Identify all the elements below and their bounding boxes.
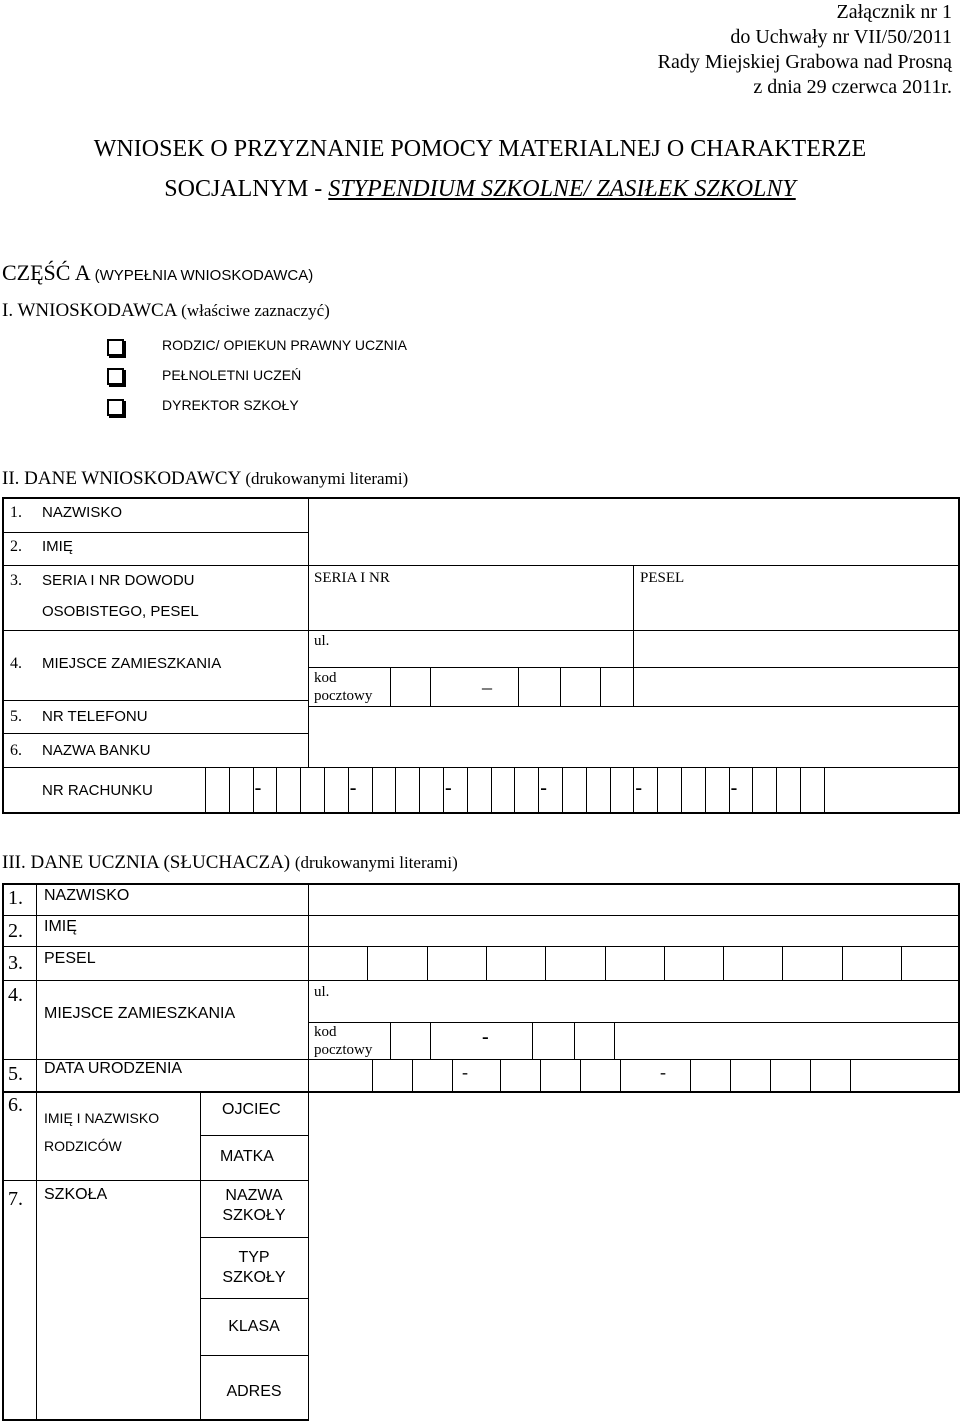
birth-date-digit-cell[interactable] xyxy=(730,1059,731,1093)
pesel-label: PESEL xyxy=(640,570,685,586)
section-1-title: I. WNIOSKODAWCA xyxy=(2,300,177,321)
account-group-dash: - xyxy=(349,777,357,799)
option-parent-label: RODZIC/ OPIEKUN PRAWNY UCZNIA xyxy=(162,337,408,353)
pesel-digit-cell[interactable] xyxy=(605,946,606,980)
section-1-heading xyxy=(2,300,330,322)
pesel-digit-cell[interactable] xyxy=(901,946,902,980)
form-title-italic: STYPENDIUM SZKOLNE/ ZASIŁEK SZKOLNY xyxy=(328,176,796,202)
account-digit-cell[interactable] xyxy=(324,767,325,814)
applicant-name-label: IMIĘ xyxy=(42,538,73,555)
account-digit-cell[interactable] xyxy=(800,767,801,814)
account-digit-cell[interactable] xyxy=(681,767,682,814)
section-2-note: (drukowanymi literami) xyxy=(245,469,409,488)
account-digit-cell[interactable] xyxy=(586,767,587,814)
account-digit-cell[interactable] xyxy=(276,767,277,814)
account-digit-cell[interactable] xyxy=(372,767,373,814)
student-postal-dash: - xyxy=(482,1026,489,1048)
student-n7: 7. xyxy=(8,1188,23,1210)
account-group-dash: - xyxy=(254,777,262,799)
address-label: ADRES xyxy=(226,1383,282,1400)
birth-date-digit-cell[interactable] xyxy=(850,1059,851,1093)
parents-label-2: RODZICÓW xyxy=(44,1138,122,1154)
account-group-dash: - xyxy=(635,777,643,799)
account-digit-cell[interactable] xyxy=(538,767,539,814)
account-digit-cell[interactable] xyxy=(443,767,444,814)
postal-label-1: kod xyxy=(314,670,337,686)
account-digit-cell[interactable] xyxy=(633,767,634,814)
postal-dash: _ xyxy=(482,670,492,692)
part-a-note: (WYPEŁNIA WNIOSKODAWCA) xyxy=(94,267,314,284)
account-digit-cell[interactable] xyxy=(705,767,706,814)
school-type-label-1: TYP xyxy=(238,1249,270,1266)
class-label: KLASA xyxy=(228,1318,280,1335)
account-digit-cell[interactable] xyxy=(467,767,468,814)
pesel-digit-cell[interactable] xyxy=(723,946,724,980)
account-digit-cell[interactable] xyxy=(824,767,825,814)
account-group-dash: - xyxy=(730,777,738,799)
header-line-4: z dnia 29 czerwca 2011r. xyxy=(753,76,952,98)
student-birth-label: DATA URODZENIA xyxy=(44,1060,183,1077)
applicant-n6: 6. xyxy=(10,742,22,759)
applicant-n1: 1. xyxy=(10,504,22,521)
applicant-n3: 3. xyxy=(10,572,22,589)
section-2-heading xyxy=(2,468,408,490)
birth-dash-1: - xyxy=(462,1062,468,1082)
student-pesel-label: PESEL xyxy=(44,950,96,967)
student-n2: 2. xyxy=(8,920,23,942)
checkbox-adult-student[interactable] xyxy=(107,368,124,385)
section-3-note: (drukowanymi literami) xyxy=(294,853,458,872)
birth-date-digit-cell[interactable] xyxy=(452,1059,453,1093)
account-digit-cell[interactable] xyxy=(395,767,396,814)
birth-date-digit-cell[interactable] xyxy=(810,1059,811,1093)
account-number-label: NR RACHUNKU xyxy=(42,782,153,799)
father-label: OJCIEC xyxy=(222,1101,281,1118)
section-1-note: (właściwe zaznaczyć) xyxy=(181,301,330,320)
account-digit-cell[interactable] xyxy=(419,767,420,814)
student-n1: 1. xyxy=(8,887,23,909)
student-name-label: IMIĘ xyxy=(44,918,77,935)
account-digit-cell[interactable] xyxy=(514,767,515,814)
school-label: SZKOŁA xyxy=(44,1186,108,1203)
form-title-line-1: WNIOSEK O PRZYZNANIE POMOCY MATERIALNEJ O CHARAKTERZE xyxy=(93,136,867,162)
pesel-digit-cell[interactable] xyxy=(782,946,783,980)
student-n6: 6. xyxy=(8,1094,23,1116)
applicant-bank-label: NAZWA BANKU xyxy=(42,742,151,759)
student-n5: 5. xyxy=(8,1063,23,1085)
applicant-n2: 2. xyxy=(10,538,22,555)
attachment-header xyxy=(658,0,952,100)
account-digit-cell[interactable] xyxy=(205,767,206,814)
account-digit-cell[interactable] xyxy=(562,767,563,814)
birth-date-digit-cell[interactable] xyxy=(690,1059,691,1093)
birth-date-digit-cell[interactable] xyxy=(412,1059,413,1093)
school-type-label-2: SZKOŁY xyxy=(222,1269,286,1286)
applicant-id-label-2: OSOBISTEGO, PESEL xyxy=(42,603,199,620)
option-director-label: DYREKTOR SZKOŁY xyxy=(162,397,299,413)
parents-label-1: IMIĘ I NAZWISKO xyxy=(44,1110,160,1126)
pesel-digit-cell[interactable] xyxy=(427,946,428,980)
pesel-digit-cell[interactable] xyxy=(367,946,368,980)
account-digit-cell[interactable] xyxy=(300,767,301,814)
applicant-n5: 5. xyxy=(10,708,22,725)
birth-date-digit-cell[interactable] xyxy=(620,1059,621,1093)
option-adult-student-label: PEŁNOLETNI UCZEŃ xyxy=(162,367,302,383)
student-surname-label: NAZWISKO xyxy=(44,887,130,904)
birth-date-digit-cell[interactable] xyxy=(580,1059,581,1093)
account-digit-cell[interactable] xyxy=(657,767,658,814)
student-n4: 4. xyxy=(8,984,23,1006)
account-digit-cell[interactable] xyxy=(253,767,254,814)
street-label: ul. xyxy=(314,633,330,649)
applicant-address-label: MIEJSCE ZAMIESZKANIA xyxy=(42,655,222,672)
pesel-digit-cell[interactable] xyxy=(308,946,309,980)
birth-date-digit-cell[interactable] xyxy=(540,1059,541,1093)
school-name-label-2: SZKOŁY xyxy=(222,1207,286,1224)
account-digit-cell[interactable] xyxy=(348,767,349,814)
pesel-digit-cell[interactable] xyxy=(664,946,665,980)
student-postal-label-2: pocztowy xyxy=(314,1042,373,1058)
account-digit-cell[interactable] xyxy=(776,767,777,814)
id-series-label: SERIA I NR xyxy=(314,570,390,586)
birth-dash-2: - xyxy=(660,1062,666,1082)
pesel-digit-cell[interactable] xyxy=(842,946,843,980)
pesel-digit-cell[interactable] xyxy=(486,946,487,980)
header-line-2: do Uchwały nr VII/50/2011 xyxy=(730,26,952,48)
account-group-dash: - xyxy=(445,777,452,799)
applicant-n4: 4. xyxy=(10,655,22,672)
part-a-label: CZĘŚĆ A xyxy=(2,260,91,285)
header-line-3: Rady Miejskiej Grabowa nad Prosną xyxy=(657,51,952,73)
school-type-label xyxy=(200,1248,308,1288)
header-line-1: Załącznik nr 1 xyxy=(836,1,952,23)
pesel-digit-cell[interactable] xyxy=(545,946,546,980)
school-name-label-1: NAZWA xyxy=(225,1187,283,1204)
account-digit-cell[interactable] xyxy=(229,767,230,814)
birth-date-digit-cell[interactable] xyxy=(770,1059,771,1093)
student-street-label: ul. xyxy=(314,984,330,1000)
section-2-title: II. DANE WNIOSKODAWCY xyxy=(2,468,241,489)
student-postal-label-1: kod xyxy=(314,1024,337,1040)
account-digit-cell[interactable] xyxy=(729,767,730,814)
applicant-surname-label: NAZWISKO xyxy=(42,504,123,521)
form-title-prefix: SOCJALNYM - xyxy=(164,176,329,202)
postal-label-2: pocztowy xyxy=(314,688,373,704)
birth-date-digit-cell[interactable] xyxy=(372,1059,373,1093)
school-name-label xyxy=(200,1186,308,1226)
section-3-title: III. DANE UCZNIA (SŁUCHACZA) xyxy=(2,852,291,873)
birth-date-digit-cell[interactable] xyxy=(500,1059,501,1093)
part-a-heading xyxy=(2,260,313,286)
checkbox-director[interactable] xyxy=(107,399,124,416)
account-digit-cell[interactable] xyxy=(752,767,753,814)
section-3-heading xyxy=(2,852,458,874)
applicant-phone-label: NR TELEFONU xyxy=(42,708,148,725)
applicant-id-label-1: SERIA I NR DOWODU xyxy=(42,572,195,589)
account-group-dash: - xyxy=(540,777,547,799)
checkbox-parent[interactable] xyxy=(107,339,124,356)
account-digit-cell[interactable] xyxy=(491,767,492,814)
mother-label: MATKA xyxy=(220,1148,274,1165)
form-title-line-2 xyxy=(0,176,960,203)
student-n3: 3. xyxy=(8,952,23,974)
student-address-label: MIEJSCE ZAMIESZKANIA xyxy=(44,1005,236,1022)
account-digit-cell[interactable] xyxy=(610,767,611,814)
